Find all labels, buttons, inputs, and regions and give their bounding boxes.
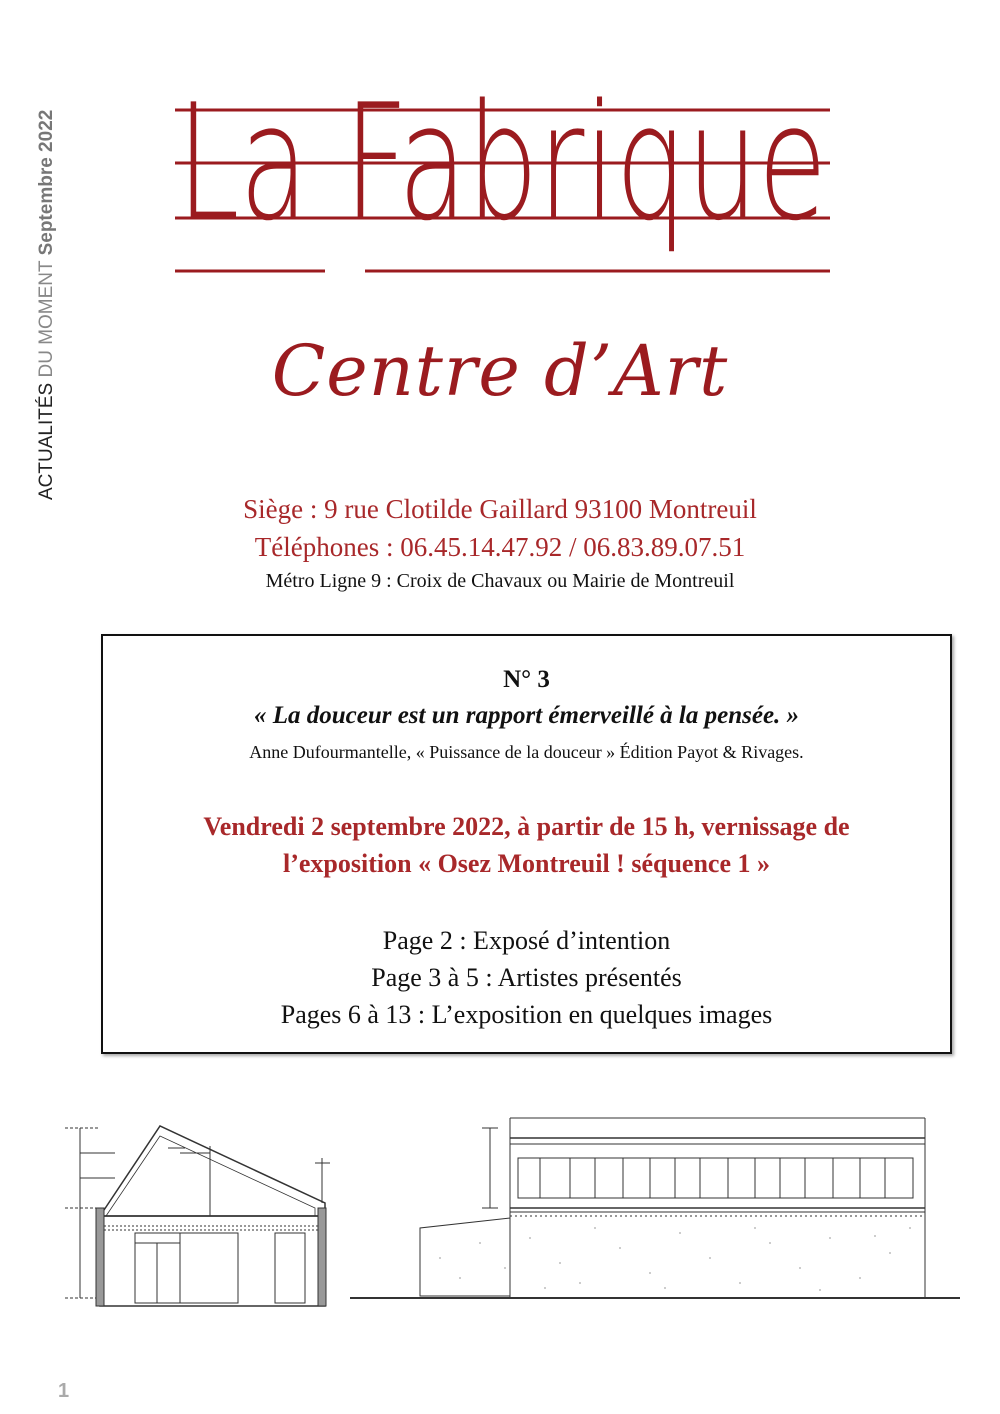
- logo-title: La Fabrique: [177, 69, 827, 256]
- toc-item: Pages 6 à 13 : L’exposition en quelques images: [280, 1000, 773, 1029]
- page-number: 1: [58, 1380, 70, 1402]
- table-of-contents: [103, 922, 950, 1033]
- toc-item: Page 3 à 5 : Artistes présentés: [371, 963, 682, 992]
- quote-citation: Anne Dufourmantelle, « Puissance de la douceur » Édition Payot & Rivages.: [249, 742, 804, 762]
- toc-item: Page 2 : Exposé d’intention: [382, 926, 671, 955]
- side-label-year: 2022: [36, 109, 57, 152]
- quote: « La douceur est un rapport émerveillé à la pensée. »: [253, 702, 800, 729]
- centre-d-art-subtitle: Centre d’Art: [271, 330, 729, 412]
- la-fabrique-logo: [0, 0, 1000, 300]
- event-announcement: [103, 808, 950, 882]
- issue-number: N° 3: [503, 666, 550, 693]
- architectural-drawing: [60, 1108, 960, 1313]
- metro-info: Métro Ligne 9 : Croix de Chavaux ou Mairie de Montreuil: [265, 570, 735, 592]
- issue-box: [101, 634, 952, 1054]
- event-line-2: l’exposition « Osez Montreuil ! séquence 1 »: [283, 849, 770, 878]
- side-label-du-moment: DU MOMENT: [36, 260, 57, 378]
- event-line-1: Vendredi 2 septembre 2022, à partir de 15 h, vernissage de: [203, 812, 850, 841]
- elevation-drawing: [350, 1118, 960, 1298]
- section-drawing: [65, 1126, 330, 1306]
- phones: Téléphones : 06.45.14.47.92 / 06.83.89.07.51: [254, 532, 746, 562]
- side-label-month: Septembre: [36, 157, 57, 256]
- address: Siège : 9 rue Clotilde Gaillard 93100 Montreuil: [243, 494, 757, 524]
- side-label-actualites: ACTUALITÉS: [36, 382, 57, 500]
